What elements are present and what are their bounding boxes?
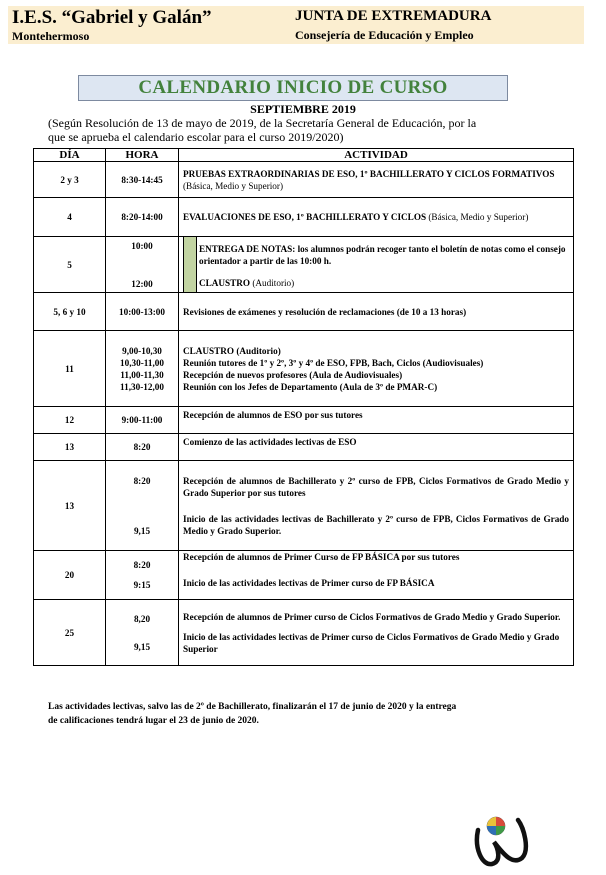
table-row bbox=[34, 551, 574, 600]
cell-hour bbox=[106, 237, 179, 293]
activity-line: Recepción de alumnos de Primer Curso de FP BÁSICA por sus tutores bbox=[183, 552, 460, 562]
cell-hour: 10:00-13:00 bbox=[106, 293, 179, 331]
hour-line: 9,00-10,30 bbox=[122, 345, 162, 356]
table-row bbox=[34, 461, 574, 551]
claustro-text: (Auditorio) bbox=[250, 277, 295, 288]
cell-day: 13 bbox=[34, 434, 106, 461]
table-row bbox=[34, 407, 574, 434]
table-row bbox=[34, 600, 574, 666]
header-day: DÍA bbox=[34, 149, 106, 162]
resolution-line-2: que se aprueba el calendario escolar para el curso 2019/2020) bbox=[48, 130, 344, 144]
cell-hour: 9:00-11:00 bbox=[106, 407, 179, 434]
table-row bbox=[34, 162, 574, 198]
cell-day: 2 y 3 bbox=[34, 162, 106, 198]
cell-activity bbox=[179, 331, 574, 407]
resolution-line-1: (Según Resolución de 13 de mayo de 2019, de la Secretaría General de Educación, por la bbox=[48, 116, 477, 130]
hour-line: 12:00 bbox=[131, 278, 153, 289]
cell-hour bbox=[106, 600, 179, 666]
cell-activity bbox=[179, 198, 574, 237]
hour-line: 8:20 bbox=[133, 560, 151, 570]
school-town: Montehermoso bbox=[12, 29, 90, 43]
header-hour: HORA bbox=[106, 149, 179, 162]
table-row bbox=[34, 293, 574, 331]
hour-line: 8,20 bbox=[133, 613, 151, 624]
entrega-label: ENTREGA DE NOTAS: bbox=[199, 243, 296, 254]
footer-line-2: de calificaciones tendrá lugar el 23 de junio de 2020. bbox=[48, 716, 259, 726]
cell-hour bbox=[106, 331, 179, 407]
cell-day: 12 bbox=[34, 407, 106, 434]
claustro-label: CLAUSTRO bbox=[199, 277, 251, 288]
cell-hour: 8:20 bbox=[106, 434, 179, 461]
cell-hour: 8:20-14:00 bbox=[106, 198, 179, 237]
cell-day: 25 bbox=[34, 600, 106, 666]
cell-activity: Revisiones de exámenes y resolución de reclamaciones (de 10 a 13 horas) bbox=[179, 293, 574, 331]
footer-line-1: Las actividades lectivas, salvo las de 2º de Bachillerato, finalizarán el 17 de junio de 2020 y la entrega bbox=[48, 702, 457, 712]
month-heading: SEPTIEMBRE 2019 bbox=[250, 102, 356, 116]
hour-line: 8:20 bbox=[133, 475, 151, 486]
resolution-note bbox=[48, 116, 548, 144]
hour-line: 10:00 bbox=[131, 240, 153, 251]
school-name: I.E.S. “Gabriel y Galán” bbox=[12, 7, 212, 28]
green-marker bbox=[183, 237, 197, 292]
calendar-table bbox=[33, 148, 574, 666]
cell-day: 20 bbox=[34, 551, 106, 600]
cell-day: 5 bbox=[34, 237, 106, 293]
table-row bbox=[34, 237, 574, 293]
activity-line: CLAUSTRO (Auditorio) bbox=[183, 345, 281, 356]
footer-note bbox=[48, 700, 558, 728]
junta-logo-icon bbox=[472, 808, 530, 870]
activity-line: Reunión tutores de 1º y 2º, 3º y 4º de ESO, FPB, Bach, Ciclos (Audiovisuales) bbox=[183, 357, 484, 368]
activity-line: Recepción de alumnos de Primer curso de Ciclos Formativos de Grado Medio y Grado Superior. bbox=[183, 611, 561, 622]
title-box bbox=[78, 75, 508, 101]
hour-line: 9,15 bbox=[133, 641, 151, 652]
header-activity: ACTIVIDAD bbox=[179, 149, 574, 162]
header-banner bbox=[8, 6, 584, 44]
activity-line: Inicio de las actividades lectivas de Primer curso de FP BÁSICA bbox=[183, 578, 435, 588]
cell-day: 5, 6 y 10 bbox=[34, 293, 106, 331]
activity-normal: (Básica, Medio y Superior) bbox=[183, 180, 284, 191]
junta-name: JUNTA DE EXTREMADURA bbox=[295, 8, 492, 24]
table-row bbox=[34, 331, 574, 407]
cell-activity: Recepción de alumnos de ESO por sus tutores bbox=[179, 407, 574, 434]
hour-line: 11,30-12,00 bbox=[120, 381, 164, 392]
hour-line: 9,15 bbox=[133, 525, 151, 536]
cell-activity bbox=[179, 600, 574, 666]
activity-normal: (Básica, Medio y Superior) bbox=[426, 212, 529, 222]
hour-line: 9:15 bbox=[133, 580, 151, 590]
cell-hour bbox=[106, 551, 179, 600]
entrega-text: los alumnos podrán recoger tanto el boletín de notas como el consejo orientador a partir de las 10:00 h. bbox=[199, 243, 566, 266]
activity-line: Reunión con los Jefes de Departamento (Aula de 3º de PMAR-C) bbox=[183, 381, 438, 392]
activity-line: Inicio de las actividades lectivas de Primer curso de Ciclos Formativos de Grado Medio y Grado Superior bbox=[183, 631, 560, 654]
page-title: CALENDARIO INICIO DE CURSO bbox=[138, 77, 448, 98]
activity-bold: EVALUACIONES DE ESO, 1º BACHILLERATO Y CICLOS bbox=[183, 212, 427, 222]
cell-day: 13 bbox=[34, 461, 106, 551]
hour-line: 11,00-11,30 bbox=[120, 369, 164, 380]
cell-hour: 8:30-14:45 bbox=[106, 162, 179, 198]
cell-activity bbox=[179, 551, 574, 600]
cell-activity bbox=[179, 162, 574, 198]
cell-day: 4 bbox=[34, 198, 106, 237]
cell-day: 11 bbox=[34, 331, 106, 407]
cell-hour bbox=[106, 461, 179, 551]
cell-activity: Comienzo de las actividades lectivas de ESO bbox=[179, 434, 574, 461]
activity-line: Inicio de las actividades lectivas de Bachillerato y 2º curso de FPB, Ciclos Formativos de Grado Medio y Grado Superior. bbox=[183, 513, 569, 536]
consejeria-name: Consejería de Educación y Empleo bbox=[295, 28, 474, 42]
table-row bbox=[34, 198, 574, 237]
activity-line: Recepción de nuevos profesores (Aula de Audiovisuales) bbox=[183, 369, 403, 380]
activity-bold: PRUEBAS EXTRAORDINARIAS DE ESO, 1º BACHILLERATO Y CICLOS FORMATIVOS bbox=[183, 168, 555, 179]
activity-line: Recepción de alumnos de Bachillerato y 2º curso de FPB, Ciclos Formativos de Grado Medio y Grado Superior por sus tutores bbox=[183, 475, 569, 498]
cell-activity bbox=[179, 461, 574, 551]
table-header-row bbox=[34, 149, 574, 162]
hour-line: 10,30-11,00 bbox=[120, 357, 164, 368]
table-row bbox=[34, 434, 574, 461]
cell-activity bbox=[179, 237, 574, 293]
